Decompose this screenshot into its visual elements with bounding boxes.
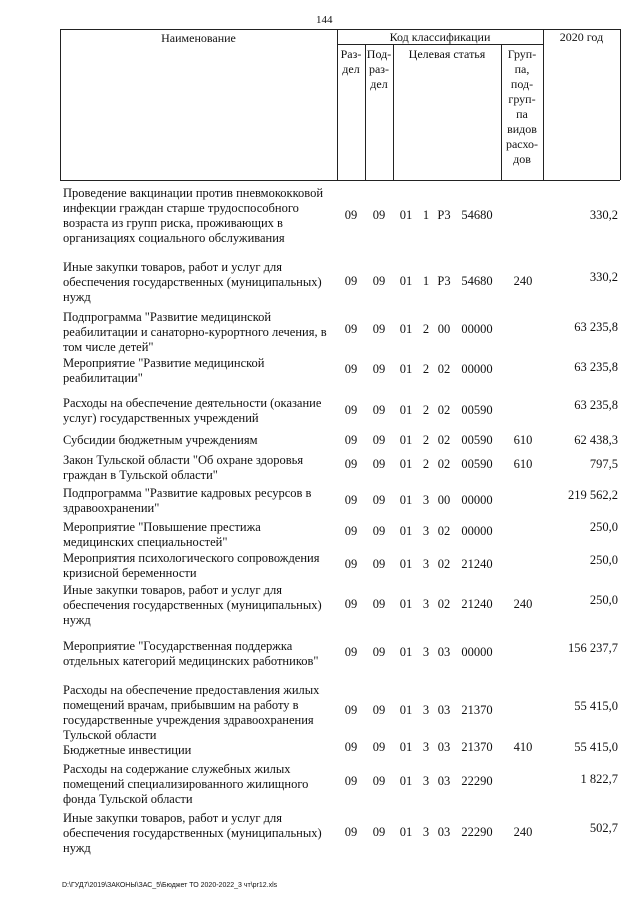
razdel-code: 09 — [344, 597, 358, 611]
target-code-direction: 00000 — [461, 362, 493, 376]
target-code-direction: 00590 — [461, 457, 493, 471]
row-name: Иные закупки товаров, работ и услуг для обеспечения государственных (муниципальных) нужд — [63, 583, 322, 627]
target-code-program: 01 — [399, 208, 413, 222]
podrazdel-code: 09 — [372, 740, 386, 754]
target-code-direction: 21240 — [461, 597, 493, 611]
target-code-direction: 00590 — [461, 403, 493, 417]
target-code-event: 02 — [437, 557, 451, 571]
amount-2020: 330,2 — [589, 208, 618, 222]
podrazdel-code: 09 — [372, 493, 386, 507]
target-code-direction: 00000 — [461, 493, 493, 507]
target-code-subprogram: 2 — [422, 433, 430, 447]
target-code-direction: 54680 — [461, 208, 493, 222]
podrazdel-code: 09 — [372, 403, 386, 417]
row-name: Иные закупки товаров, работ и услуг для обеспечения государственных (муниципальных) нужд — [63, 811, 322, 855]
row-name: Расходы на обеспечение деятельности (оказание услуг) государственных учреждений — [63, 396, 322, 425]
target-code-subprogram: 2 — [422, 322, 430, 336]
expense-type-code: 240 — [513, 825, 533, 839]
target-code-program: 01 — [399, 774, 413, 788]
header-bottom-border — [60, 180, 620, 181]
podrazdel-code: 09 — [372, 774, 386, 788]
podrazdel-code: 09 — [372, 645, 386, 659]
target-code-direction: 21240 — [461, 557, 493, 571]
header-name: Наименование — [161, 31, 236, 45]
target-code-program: 01 — [399, 362, 413, 376]
row-name: Закон Тульской области "Об охране здоровья граждан в Тульской области" — [63, 453, 304, 482]
row-name: Расходы на содержание служебных жилых помещений специализированного жилищного фонда Тульской области — [63, 762, 309, 806]
target-code-subprogram: 3 — [422, 597, 430, 611]
target-code-direction: 00000 — [461, 524, 493, 538]
target-code-program: 01 — [399, 493, 413, 507]
target-code-subprogram: 3 — [422, 740, 430, 754]
header-col-divider — [543, 29, 544, 180]
target-code-event: Р3 — [437, 274, 451, 288]
target-code-subprogram: 3 — [422, 493, 430, 507]
target-code-event: 02 — [437, 457, 451, 471]
amount-2020: 55 415,0 — [574, 740, 618, 754]
podrazdel-code: 09 — [372, 274, 386, 288]
target-code-event: Р3 — [437, 208, 451, 222]
footer-file-path: D:\ГУД7\2019\ЗАКОНЫ\ЗАС_5\Бюджет ТО 2020-2022_3 чт\pr12.xls — [62, 882, 278, 889]
target-code-program: 01 — [399, 597, 413, 611]
podrazdel-code: 09 — [372, 597, 386, 611]
amount-2020: 502,7 — [589, 821, 618, 835]
amount-2020: 330,2 — [589, 270, 618, 284]
razdel-code: 09 — [344, 557, 358, 571]
page-number: 144 — [316, 14, 333, 26]
razdel-code: 09 — [344, 645, 358, 659]
target-code-subprogram: 3 — [422, 645, 430, 659]
header-classification: Код классификации — [389, 30, 491, 44]
target-code-program: 01 — [399, 703, 413, 717]
razdel-code: 09 — [344, 774, 358, 788]
target-code-subprogram: 3 — [422, 524, 430, 538]
target-code-program: 01 — [399, 740, 413, 754]
target-code-program: 01 — [399, 403, 413, 417]
target-code-subprogram: 2 — [422, 403, 430, 417]
target-code-program: 01 — [399, 557, 413, 571]
row-name: Проведение вакцинации против пневмококковой инфекции граждан старше трудоспособного возраста из групп риска, проживающих в организациях социального обслуживания — [63, 186, 324, 245]
target-code-direction: 21370 — [461, 740, 493, 754]
amount-2020: 1 822,7 — [580, 772, 618, 786]
row-name: Подпрограмма "Развитие кадровых ресурсов в здравоохранении" — [63, 486, 312, 515]
podrazdel-code: 09 — [372, 457, 386, 471]
target-code-direction: 00000 — [461, 645, 493, 659]
target-code-event: 03 — [437, 703, 451, 717]
header-col-divider — [393, 44, 394, 180]
razdel-code: 09 — [344, 493, 358, 507]
target-code-event: 02 — [437, 524, 451, 538]
header-year: 2020 год — [559, 30, 604, 44]
amount-2020: 250,0 — [589, 553, 618, 567]
podrazdel-code: 09 — [372, 703, 386, 717]
razdel-code: 09 — [344, 703, 358, 717]
razdel-code: 09 — [344, 524, 358, 538]
row-name: Мероприятие "Государственная поддержка отдельных категорий медицинских работников" — [63, 639, 319, 668]
amount-2020: 156 237,7 — [568, 641, 618, 655]
header-expense-group: Груп- па, под- груп- па видов расхо- дов — [505, 47, 539, 166]
target-code-program: 01 — [399, 524, 413, 538]
target-code-event: 03 — [437, 774, 451, 788]
target-code-program: 01 — [399, 457, 413, 471]
podrazdel-code: 09 — [372, 208, 386, 222]
target-code-event: 03 — [437, 645, 451, 659]
expense-type-code: 240 — [513, 597, 533, 611]
razdel-code: 09 — [344, 433, 358, 447]
header-target-article: Целевая статья — [408, 47, 486, 61]
target-code-subprogram: 1 — [422, 208, 430, 222]
expense-type-code: 610 — [513, 433, 533, 447]
expense-type-code: 610 — [513, 457, 533, 471]
razdel-code: 09 — [344, 825, 358, 839]
target-code-event: 00 — [437, 322, 451, 336]
target-code-subprogram: 3 — [422, 774, 430, 788]
amount-2020: 63 235,8 — [574, 320, 618, 334]
target-code-subprogram: 3 — [422, 703, 430, 717]
target-code-direction: 21370 — [461, 703, 493, 717]
amount-2020: 797,5 — [589, 457, 618, 471]
row-name: Субсидии бюджетным учреждениям — [63, 433, 258, 447]
expense-type-code: 240 — [513, 274, 533, 288]
podrazdel-code: 09 — [372, 557, 386, 571]
row-name: Расходы на обеспечение предоставления жилых помещений врачам, прибывшим на работу в государственные учреждения здравоохранения Тульской области — [63, 683, 320, 742]
podrazdel-code: 09 — [372, 433, 386, 447]
target-code-event: 02 — [437, 597, 451, 611]
amount-2020: 63 235,8 — [574, 360, 618, 374]
razdel-code: 09 — [344, 740, 358, 754]
target-code-event: 03 — [437, 740, 451, 754]
header-left-border — [60, 29, 61, 180]
target-code-program: 01 — [399, 322, 413, 336]
target-code-program: 01 — [399, 433, 413, 447]
target-code-event: 03 — [437, 825, 451, 839]
podrazdel-code: 09 — [372, 362, 386, 376]
amount-2020: 63 235,8 — [574, 398, 618, 412]
target-code-direction: 22290 — [461, 825, 493, 839]
target-code-event: 02 — [437, 403, 451, 417]
target-code-subprogram: 2 — [422, 457, 430, 471]
row-name: Мероприятие "Повышение престижа медицинских специальностей" — [63, 520, 261, 549]
target-code-program: 01 — [399, 825, 413, 839]
razdel-code: 09 — [344, 403, 358, 417]
expense-type-code: 410 — [513, 740, 533, 754]
target-code-event: 00 — [437, 493, 451, 507]
target-code-subprogram: 2 — [422, 362, 430, 376]
target-code-program: 01 — [399, 645, 413, 659]
amount-2020: 250,0 — [589, 520, 618, 534]
podrazdel-code: 09 — [372, 322, 386, 336]
target-code-subprogram: 3 — [422, 825, 430, 839]
header-right-border — [620, 29, 621, 180]
target-code-direction: 00000 — [461, 322, 493, 336]
target-code-program: 01 — [399, 274, 413, 288]
amount-2020: 55 415,0 — [574, 699, 618, 713]
target-code-event: 02 — [437, 362, 451, 376]
razdel-code: 09 — [344, 322, 358, 336]
target-code-direction: 22290 — [461, 774, 493, 788]
header-razdel: Раз- дел — [340, 47, 362, 76]
target-code-event: 02 — [437, 433, 451, 447]
amount-2020: 62 438,3 — [574, 433, 618, 447]
razdel-code: 09 — [344, 362, 358, 376]
razdel-code: 09 — [344, 274, 358, 288]
amount-2020: 219 562,2 — [568, 488, 618, 502]
podrazdel-code: 09 — [372, 524, 386, 538]
razdel-code: 09 — [344, 208, 358, 222]
row-name: Бюджетные инвестиции — [63, 743, 192, 757]
row-name: Иные закупки товаров, работ и услуг для обеспечения государственных (муниципальных) нужд — [63, 260, 322, 304]
row-name: Мероприятия психологического сопровождения кризисной беременности — [63, 551, 320, 580]
target-code-subprogram: 1 — [422, 274, 430, 288]
razdel-code: 09 — [344, 457, 358, 471]
header-podrazdel: Под- раз- дел — [366, 47, 392, 91]
row-name: Подпрограмма "Развитие медицинской реабилитации и санаторно-курортного лечения, в том числе детей" — [63, 310, 327, 354]
row-name: Мероприятие "Развитие медицинской реабилитации" — [63, 356, 265, 385]
target-code-direction: 00590 — [461, 433, 493, 447]
podrazdel-code: 09 — [372, 825, 386, 839]
target-code-direction: 54680 — [461, 274, 493, 288]
amount-2020: 250,0 — [589, 593, 618, 607]
target-code-subprogram: 3 — [422, 557, 430, 571]
